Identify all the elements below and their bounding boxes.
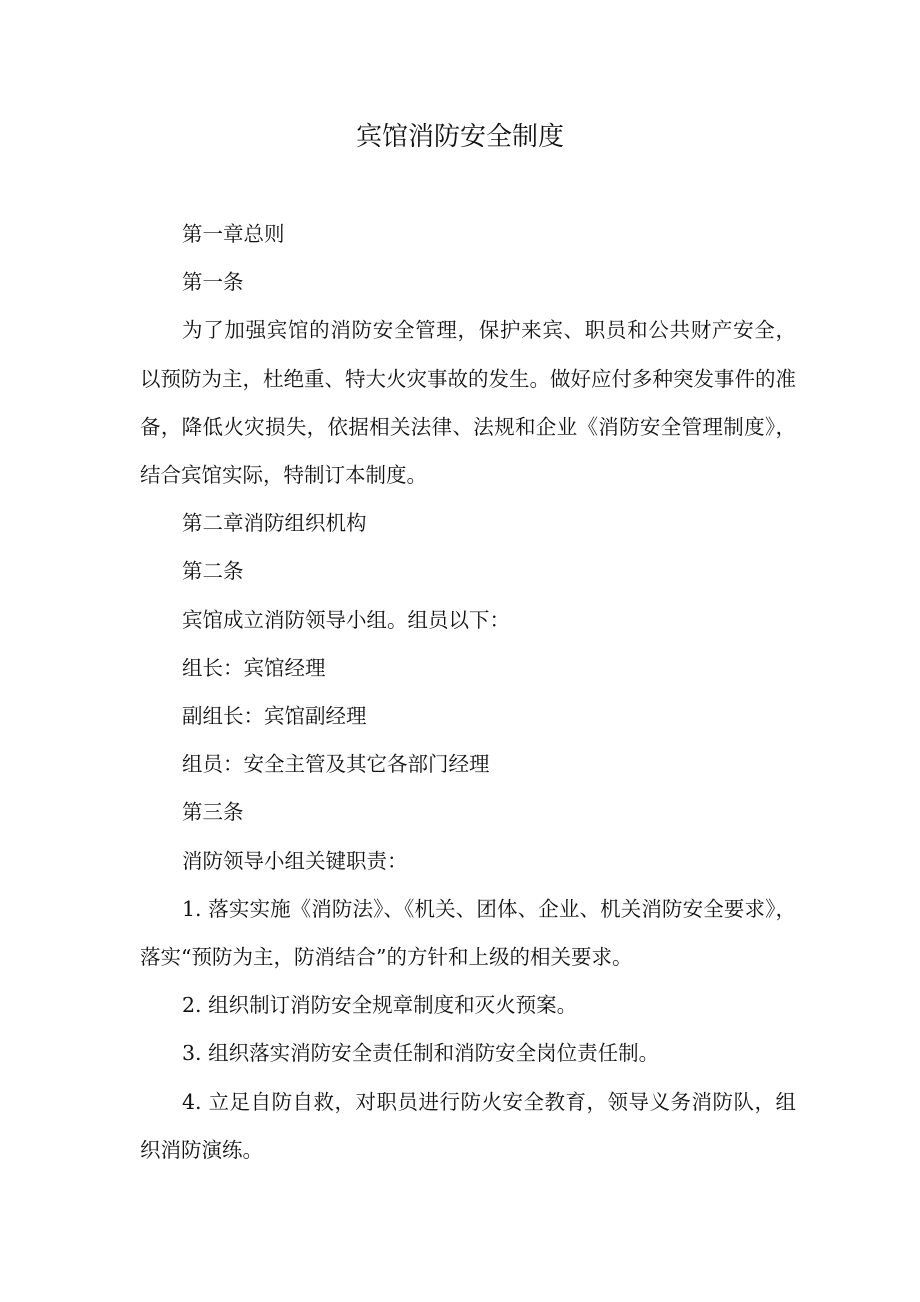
list-item: 4. 立足自防自救，对职员进行防火安全教育，领导义务消防队，组织消防演练。	[140, 1089, 796, 1162]
body-paragraph: 组长：宾馆经理	[182, 655, 326, 680]
body-paragraph: 副组长：宾馆副经理	[182, 704, 367, 729]
list-item: 3. 组织落实消防安全责任制和消防安全岗位责任制。	[182, 1041, 660, 1066]
list-item: 1. 落实实施《消防法》、《机关、团体、企业、机关消防安全要求》，落实“预防为主，防消结合”的方针和上级的相关要求。	[140, 896, 796, 970]
document-body	[140, 210, 796, 1174]
body-paragraph: 组员：安全主管及其它各部门经理	[182, 752, 490, 777]
document-title: 宾馆消防安全制度	[355, 122, 564, 152]
chapter-heading: 第一章总则	[182, 222, 285, 246]
body-paragraph: 宾馆成立消防领导小组。组员以下：	[182, 607, 510, 632]
body-paragraph: 消防领导小组关键职责：	[182, 848, 408, 873]
article-heading: 第二条	[182, 559, 244, 584]
article-heading: 第三条	[182, 800, 244, 825]
article-heading: 第一条	[182, 270, 244, 295]
chapter-heading: 第二章消防组织机构	[182, 511, 367, 536]
body-paragraph: 为了加强宾馆的消防安全管理，保护来宾、职员和公共财产安全，以预防为主，杜绝重、特大火灾事故的发生。做好应付多种突发事件的准备，降低火灾损失，依据相关法律、法规和企业《消防安全管理制度》，结合宾馆实际，特制订本制度。	[140, 318, 796, 488]
list-item: 2. 组织制订消防安全规章制度和灭火预案。	[182, 993, 578, 1018]
